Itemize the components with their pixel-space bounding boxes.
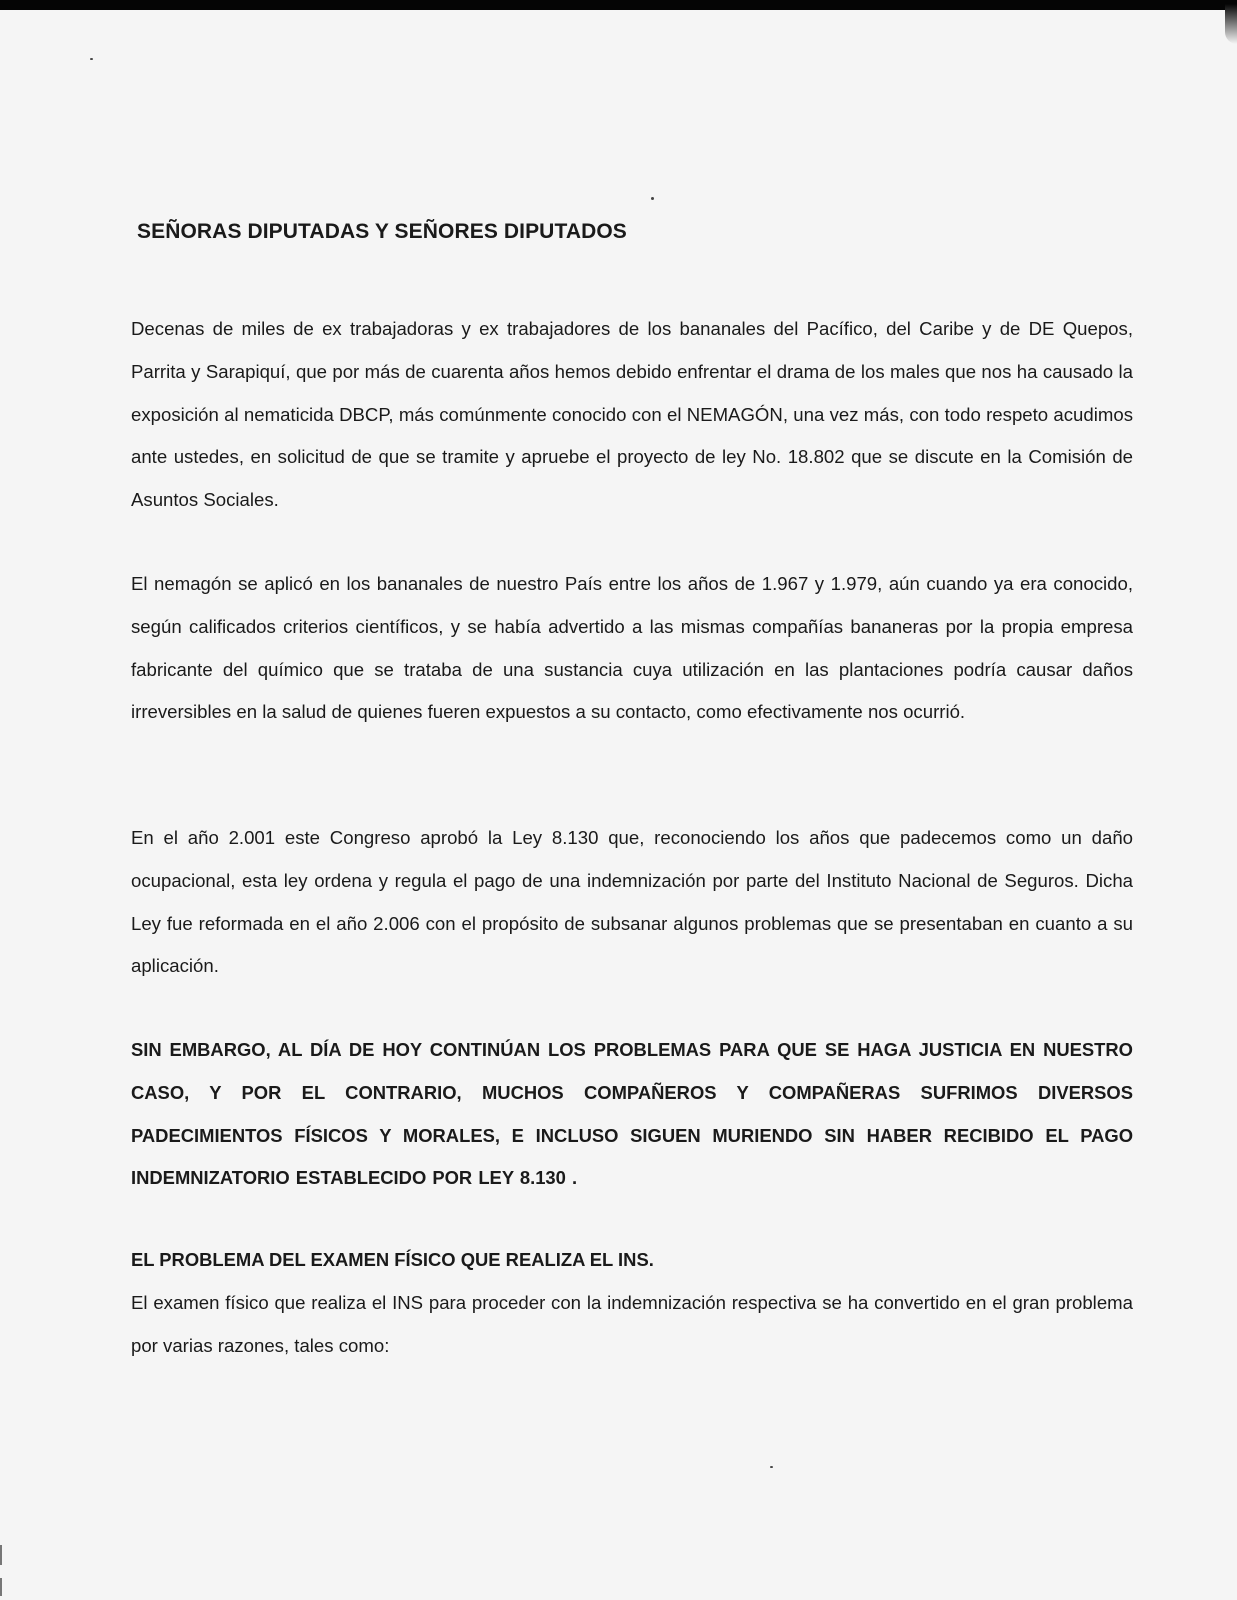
scan-top-edge [0,0,1237,10]
paragraph-nemagon-request: Decenas de miles de ex trabajadoras y ex trabajadores de los bananales del Pacífico, del Caribe y de DE Quepos, Parrita y Sarapiquí, que por más de cuarenta años hemos debido enfrentar el drama de los males que nos ha causado la exposición al nematicida DBCP, más comúnmente conocido con el NEMAGÓN, una vez más, con todo respeto acudimos ante ustedes, en solicitud de que se tramite y apruebe el proyecto de ley No. 18.802 que se discute en la Comisión de Asuntos Sociales. [131,318,1133,511]
paragraph-continuing-problems: SIN EMBARGO, AL DÍA DE HOY CONTINÚAN LOS PROBLEMAS PARA QUE SE HAGA JUSTICIA EN NUESTRO CASO, Y POR EL CONTRARIO, MUCHOS COMPAÑEROS Y COMPAÑERAS SUFRIMOS DIVERSOS PADECIMIENTOS FÍSICOS Y MORALES, E INCLUSO SIGUEN MURIENDO SIN HABER RECIBIDO EL PAGO INDEMNIZATORIO ESTABLECIDO POR LEY 8.130 . [131,1039,1133,1189]
scan-speck [651,197,654,200]
paragraph-ley-8130: En el año 2.001 este Congreso aprobó la Ley 8.130 que, reconociendo los años que padecemos como un daño ocupacional, esta ley ordena y regula el pago de una indemnización por parte del Instituto Nacional de Seguros. Dicha Ley fue reformada en el año 2.006 con el propósito de subsanar algunos problemas que se presentaban en cuanto a su aplicación. [131,827,1133,977]
scan-margin-mark [0,1578,2,1596]
section-heading-examen-fisico: EL PROBLEMA DEL EXAMEN FÍSICO QUE REALIZA EL INS. [131,1249,654,1270]
paragraph-nemagon-history: El nemagón se aplicó en los bananales de nuestro País entre los años de 1.967 y 1.979, aún cuando ya era conocido, según calificados criterios científicos, y se había advertido a las mismas compañías bananeras por la propia empresa fabricante del químico que se trataba de una sustancia cuya utilización en las plantaciones podría causar daños irreversibles en la salud de quienes fueren expuestos a su contacto, como efectivamente nos ocurrió. [131,573,1133,723]
paragraph-examen-fisico: El examen físico que realiza el INS para proceder con la indemnización respectiva se ha convertido en el gran problema por varias razones, tales como: [131,1292,1133,1356]
scan-speck [90,58,93,60]
scan-speck [770,1466,773,1468]
salutation-heading: SEÑORAS DIPUTADAS Y SEÑORES DIPUTADOS [137,220,627,243]
scan-margin-mark [0,1545,2,1565]
